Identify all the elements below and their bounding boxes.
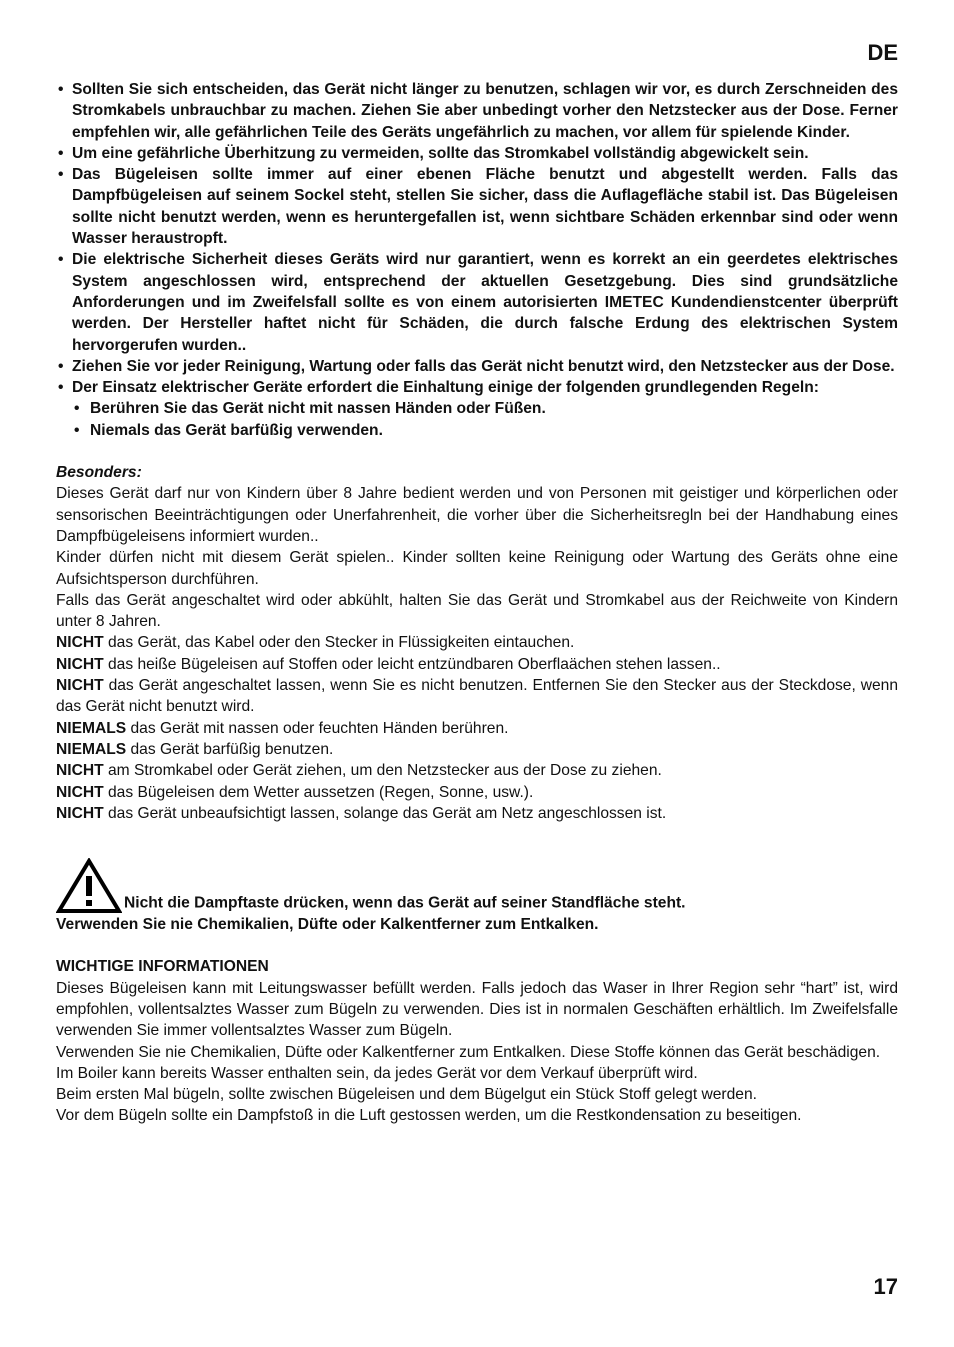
rule-text: das Gerät, das Kabel oder den Stecker in Flüssigkeiten eintauchen. (103, 634, 575, 652)
sub-bullet-item: • Niemals das Gerät barfüßig verwenden. (72, 420, 898, 441)
page-number: 17 (873, 1274, 898, 1299)
rule-line (56, 782, 898, 803)
rule-text: das Gerät mit nassen oder feuchten Händen berühren. (126, 719, 509, 737)
bullet-item: • Um eine gefährliche Überhitzung zu vermeiden, sollte das Stromkabel vollständig abgewickelt sein. (56, 143, 898, 164)
warning-line-2: Verwenden Sie nie Chemikalien, Düfte oder Kalkentferner zum Entkalken. (56, 916, 599, 934)
bullet-item (56, 377, 898, 441)
rule-keyword: NICHT (56, 677, 104, 695)
warning-block (56, 858, 898, 935)
sub-bullet-list (72, 398, 898, 441)
rule-line (56, 632, 898, 653)
language-code: DE (867, 40, 898, 65)
paragraph: Falls das Gerät angeschaltet wird oder abkühlt, halten Sie das Gerät und Stromkabel aus der Reichweite von Kindern unter 8 Jahren. (56, 591, 898, 631)
rule-keyword: NICHT (56, 634, 104, 652)
rule-text: am Stromkabel oder Gerät ziehen, um den Netzstecker aus der Dose zu ziehen. (103, 762, 662, 780)
rule-text: das Bügeleisen dem Wetter aussetzen (Regen, Sonne, usw.). (103, 783, 534, 801)
rule-keyword: NICHT (56, 655, 104, 673)
rule-keyword: NICHT (56, 762, 104, 780)
page-content (56, 79, 898, 1127)
sub-bullet-item: • Berühren Sie das Gerät nicht mit nassen Händen oder Füßen. (72, 398, 898, 419)
rule-keyword: NIEMALS (56, 719, 127, 737)
paragraph: Beim ersten Mal bügeln, sollte zwischen Bügeleisen und dem Bügelgut ein Stück Stoff gelegt werden. (56, 1086, 757, 1104)
bullet-item: • Sollten Sie sich entscheiden, das Gerät nicht länger zu benutzen, schlagen wir vor, es durch Zerschneiden des Stromkabels unbrauchbar zu machen. Ziehen Sie aber unbedingt vorher den Netzstecker aus der Dose. Ferner empfehlen wir, alle gefährlichen Teile des Geräts ungefährlich zu machen, vor allem für spielende Kinder. (56, 79, 898, 143)
paragraph: Vor dem Bügeln sollte ein Dampfstoß in die Luft gestossen werden, um die Restkondensation zu beseitigen. (56, 1107, 802, 1125)
rule-keyword: NIEMALS (56, 740, 127, 758)
bullet-item: • Die elektrische Sicherheit dieses Geräts wird nur garantiert, wenn es korrekt an ein geerdetes elektrisches System angeschlossen wird, entsprechend der aktuellen Gesetzgebung. Dies sind grundsätzliche Anforderungen und im Zweifelsfall sollte es von einem autorisierten IMETEC Kundendienstcenter überprüft werden. Der Hersteller haftet nicht für Schäden, die durch falsche Erdung des elektrischen System hervorgerufen wurden.. (56, 249, 898, 355)
bullet-item: • Ziehen Sie vor jeder Reinigung, Wartung oder falls das Gerät nicht benutzt wird, den Netzstecker aus der Dose. (56, 356, 898, 377)
bullet-item: • Das Bügeleisen sollte immer auf einer ebenen Fläche benutzt und abgestellt werden. Falls das Dampfbügeleisen auf seinem Sockel steht, stellen Sie sicher, dass die Auflagefläche stabil ist. Das Bügeleisen sollte nicht benutzt werden, wenn es heruntergefallen ist, wenn sichtbare Schäden erkennbar sind oder wenn Wasser heraustropft. (56, 164, 898, 249)
rule-line (56, 718, 898, 739)
rule-text: das Gerät unbeaufsichtigt lassen, solange das Gerät am Netz angeschlossen ist. (103, 804, 667, 822)
besonders-heading: Besonders: (56, 464, 142, 482)
rule-keyword: NICHT (56, 783, 104, 801)
rule-line (56, 739, 898, 760)
rule-text: das Gerät angeschaltet lassen, wenn Sie es nicht benutzen. Entfernen Sie den Stecker aus der Steckdose, wenn das Gerät nicht benutzt wird. (56, 677, 898, 716)
rule-line (56, 803, 898, 824)
bullet-text: Der Einsatz elektrischer Geräte erfordert die Einhaltung einige der folgenden grundlegenden Regeln: (72, 379, 819, 397)
paragraph: Im Boiler kann bereits Wasser enthalten sein, da jedes Gerät vor dem Verkauf überprüft wird. (56, 1064, 698, 1082)
warning-triangle-icon (56, 858, 122, 914)
rule-line (56, 654, 898, 675)
rule-line (56, 675, 898, 718)
safety-bullet-list (56, 79, 898, 441)
rule-line (56, 760, 898, 781)
paragraph: Kinder dürfen nicht mit diesem Gerät spielen.. Kinder sollten keine Reinigung oder Wartung des Geräts ohne eine Aufsichtsperson durchführen. (56, 549, 898, 588)
rule-keyword: NICHT (56, 804, 104, 822)
paragraph: Verwenden Sie nie Chemikalien, Düfte oder Kalkentferner zum Entkalken. Diese Stoffe können das Gerät beschädigen. (56, 1043, 881, 1061)
paragraph: Dieses Gerät darf nur von Kindern über 8 Jahre bedient werden und von Personen mit geistiger und körperlichen oder sensorischen Beeinträchtigungen oder Unerfahrenheit, die vorher über die Sicherheitsregln bei der Handhabung eines Dampfbügeleisens informiert wurden.. (56, 485, 898, 545)
warning-line-1: Nicht die Dampftaste drücken, wenn das Gerät auf seiner Standfläche steht. (124, 894, 686, 912)
info-heading: WICHTIGE INFORMATIONEN (56, 958, 269, 976)
rule-text: das Gerät barfüßig benutzen. (126, 740, 334, 758)
paragraph: Dieses Bügeleisen kann mit Leitungswasser befüllt werden. Falls jedoch das Waser in Ihrer Region sehr “hart” ist, wird empfohlen, vollentsalztes Wasser zum Bügeln zu verwenden. Dies ist in normalen Geschäften erhältlich. Im Zweifelsfalle verwenden Sie immer vollentsalztes Wasser zum Bügeln. (56, 979, 898, 1040)
rule-text: das heiße Bügeleisen auf Stoffen oder leicht entzündbaren Oberflaächen stehen lassen.. (103, 655, 721, 673)
